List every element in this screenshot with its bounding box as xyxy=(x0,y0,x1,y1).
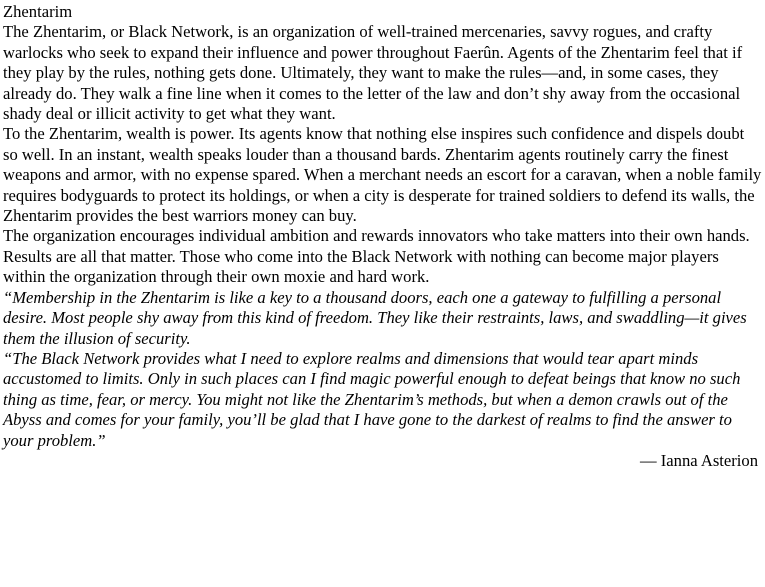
document-title: Zhentarim xyxy=(3,2,73,21)
paragraph-intro: The Zhentarim, or Black Network, is an organization of well-trained mercenaries, savvy rogues, and crafty warlocks who seek to expand their influence and power throughout Faerûn. Agents of the Zhentarim feel that if they play by the rules, nothing gets done. Ultimately, they want to make the rules—and, in some cases, they already do. They walk a fine line when it comes to the letter of the law and don’t shy away from the occasional shady deal or illicit activity to get what they want. xyxy=(3,22,743,124)
quote-membership: “Membership in the Zhentarim is like a key to a thousand doors, each one a gateway to fulfilling a personal desire. Most people shy away from this kind of freedom. They like their restraints, laws, and swaddling—it gives them the illusion of security. xyxy=(3,287,747,348)
quote-black-network: “The Black Network provides what I need to explore realms and dimensions that would tear apart minds accustomed to limits. Only in such places can I find magic powerful enough to defeat beings that know no such thing as time, fear, or mercy. You might not like the Zhentarim’s methods, but when a demon crawls out of the Abyss and comes for your family, you’ll be glad that I have gone to the darkest of realms to find the answer to your problem.” xyxy=(3,348,741,450)
document-body xyxy=(3,2,763,471)
paragraph-ambition: The organization encourages individual ambition and rewards innovators who take matters into their own hands. Results are all that matter. Those who come into the Black Network with nothing can become major players within the organization through their own moxie and hard work. xyxy=(3,226,750,287)
quote-attribution: — Ianna Asterion xyxy=(640,450,758,470)
paragraph-wealth: To the Zhentarim, wealth is power. Its agents know that nothing else inspires such confidence and dispels doubt so well. In an instant, wealth speaks louder than a thousand bards. Zhentarim agents routinely carry the finest weapons and armor, with no expense spared. When a merchant needs an escort for a caravan, when a noble family requires bodyguards to protect its holdings, or when a city is desperate for trained soldiers to defend its walls, the Zhentarim provides the best warriors money can buy. xyxy=(3,124,762,226)
